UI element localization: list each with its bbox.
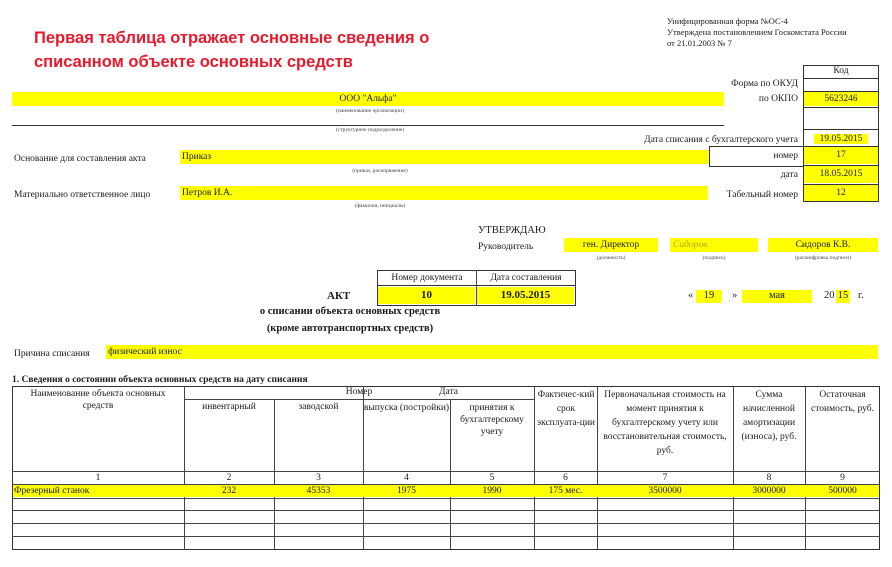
date-value[interactable]: 18.05.2015	[804, 166, 878, 183]
col-number-8: 8	[766, 473, 772, 483]
col-number-1: 1	[95, 473, 101, 483]
act-label: АКТ	[327, 290, 351, 302]
reason-value[interactable]: физический износ	[106, 345, 878, 359]
write-off-date-label: Дата списания с бухгалтерского учета	[644, 135, 798, 145]
organization-caption: (наименование организации)	[336, 108, 404, 114]
okpo-value[interactable]: 5623246	[804, 92, 878, 106]
header-initial-cost: Первоначальная стоимость на момент принятия к бухгалтерскому учету или восстановительная стоимость, руб.	[603, 390, 727, 456]
act-day[interactable]: 19	[696, 290, 722, 303]
quote-open: «	[688, 290, 694, 301]
act-month[interactable]: мая	[742, 290, 812, 303]
year-label: г.	[858, 290, 864, 301]
write-off-date-value[interactable]: 19.05.2015	[804, 134, 878, 146]
tab-number-label: Табельный номер	[726, 190, 798, 200]
form-header-line-3: от 21.01.2003 № 7	[667, 38, 732, 48]
act-date[interactable]: 19.05.2015	[477, 287, 574, 304]
year-prefix: 20	[824, 290, 835, 301]
header-actual-term: Фактичес-кий срок эксплуата-ции	[537, 390, 595, 428]
approve-label: УТВЕРЖДАЮ	[478, 225, 546, 236]
tab-number-value[interactable]: 12	[804, 185, 878, 201]
header-acceptance: принятия к бухгалтерскому учету	[460, 403, 524, 437]
header-depreciation: Сумма начисленной амортизации (износа), руб.	[741, 390, 797, 442]
header-inventory: инвентарный	[202, 402, 256, 412]
header-residual: Остаточная стоимость, руб.	[811, 390, 874, 414]
basis-caption: (приказ, распоряжение)	[352, 168, 408, 174]
row-inventory: 232	[221, 486, 237, 496]
head-label: Руководитель	[478, 242, 534, 252]
form-header	[667, 16, 847, 49]
basis-label: Основание для составления акта	[14, 154, 146, 164]
approval-position-caption: (должность)	[596, 255, 626, 261]
row-name: Фрезерный станок	[14, 486, 90, 496]
row-initial-cost: 3500000	[648, 486, 682, 496]
row-release: 1975	[397, 486, 416, 496]
col-number-5: 5	[489, 473, 495, 483]
header-name: Наименование объекта основных средств	[30, 389, 166, 411]
code-header: Код	[833, 66, 849, 76]
row-residual: 500000	[828, 486, 857, 496]
form-header-line-1: Унифицированная форма №ОС-4	[667, 16, 788, 26]
header-release: выпуска (постройки)	[363, 403, 450, 413]
row-depreciation: 3000000	[752, 486, 786, 496]
act-title-2: (кроме автотранспортных средств)	[266, 323, 434, 334]
approval-name[interactable]: Сидоров К.В.	[768, 238, 878, 252]
responsible-value[interactable]: Петров И.А.	[180, 186, 708, 200]
responsible-caption: (фамилия, инициалы)	[354, 203, 406, 209]
page-title	[34, 26, 454, 74]
doc-date-label: Дата составления	[490, 273, 562, 283]
col-number-2: 2	[226, 473, 232, 483]
header-number-group: Номер	[345, 387, 373, 397]
number-label: номер	[773, 151, 798, 161]
okpo-label: по ОКПО	[758, 94, 798, 104]
title-line-1: Первая таблица отражает основные сведения о	[34, 29, 430, 47]
form-header-line-2: Утверждена постановлением Госкомстата России	[667, 27, 847, 37]
division-caption: (структурное подразделение)	[335, 127, 405, 133]
approval-name-caption: (расшифровка подписи)	[794, 255, 852, 261]
row-acceptance: 1990	[482, 486, 502, 496]
title-line-2: списанном объекте основных средств	[34, 53, 353, 71]
col-number-7: 7	[662, 473, 668, 483]
col-number-3: 3	[316, 473, 321, 483]
approval-signature[interactable]: Сидоров	[670, 238, 758, 252]
row-factory: 45353	[306, 486, 331, 496]
act-year[interactable]: 15	[837, 290, 849, 301]
col-number-4: 4	[404, 473, 409, 483]
responsible-label: Материально ответственное лицо	[14, 190, 151, 200]
act-number[interactable]: 10	[378, 287, 475, 304]
approval-signature-caption: (подпись)	[702, 255, 726, 261]
date-label: дата	[780, 170, 798, 180]
number-value[interactable]: 17	[804, 147, 878, 164]
section-title: 1. Сведения о состоянии объекта основных средств на дату списания	[12, 375, 308, 385]
approval-position[interactable]: ген. Директор	[564, 238, 658, 252]
organization-name[interactable]: ООО "Альфа"	[12, 92, 724, 106]
row-actual-term: 175 мес.	[548, 486, 583, 496]
reason-label: Причина списания	[14, 349, 90, 359]
header-factory: заводской	[298, 402, 339, 412]
header-date-group: Дата	[439, 387, 458, 397]
basis-value[interactable]: Приказ	[180, 150, 710, 164]
col-number-9: 9	[840, 473, 845, 483]
doc-number-label: Номер документа	[391, 273, 463, 283]
act-title-1: о списании объекта основных средств	[259, 306, 441, 317]
okud-label: Форма по ОКУД	[731, 79, 798, 89]
quote-close: »	[732, 290, 738, 301]
col-number-6: 6	[563, 473, 568, 483]
